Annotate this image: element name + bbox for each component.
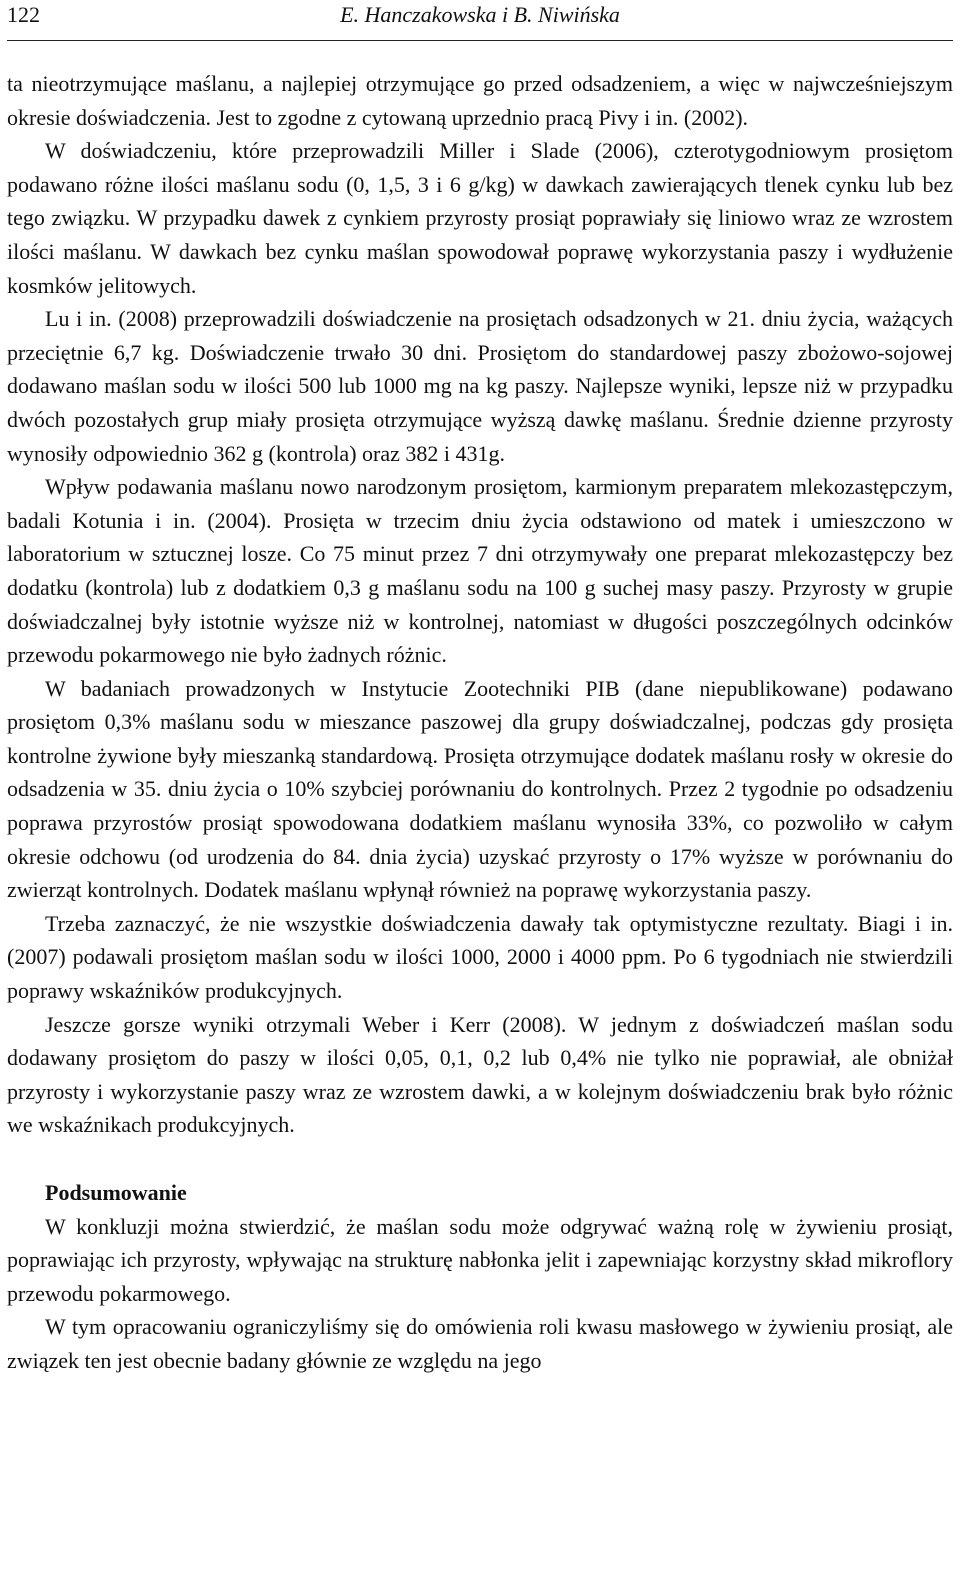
paragraph: Trzeba zaznaczyć, że nie wszystkie doświadczenia dawały tak optymistyczne rezultaty. Biagi i in. (2007) podawali prosiętom maślan sodu w ilości 1000, 2000 i 4000 ppm. Po 6 tygodniach nie stwierdzili poprawy wskaźników produkcyjnych. xyxy=(7,910,953,1004)
paragraph: Lu i in. (2008) przeprowadzili doświadczenie na prosiętach odsadzonych w 21. dniu życia, ważących przeciętnie 6,7 kg. Doświadczenie trwało 30 dni. Prosiętom do standardowej paszy zbożowo-sojowej dodawano maślan sodu w ilości 500 lub 1000 mg na kg paszy. Najlepsze wyniki, lepsze niż w przypadku dwóch pozostałych grup miały prosięta otrzymujące wyższą dawkę maślanu. Średnie dzienne przyrosty wynosiły odpowiednio 362 g (kontrola) oraz 382 i 431g. xyxy=(7,306,953,466)
page-number: 122 xyxy=(7,2,40,27)
paragraph: W doświadczeniu, które przeprowadzili Miller i Slade (2006), czterotygodniowym prosiętom podawano różne ilości maślanu sodu (0, 1,5, 3 i 6 g/kg) w dawkach zawierających tlenek cynku lub bez tego związku. W przypadku dawek z cynkiem przyrosty prosiąt poprawiały się liniowo wraz ze wzrostem ilości maślanu. W dawkach bez cynku maślan spowodował poprawę wykorzystania paszy i wydłużenie kosmków jelitowych. xyxy=(7,138,953,298)
paragraph: Jeszcze gorsze wyniki otrzymali Weber i Kerr (2008). W jednym z doświadczeń maślan sodu dodawany prosiętom do paszy w ilości 0,05, 0,1, 0,2 lub 0,4% nie tylko nie poprawiał, ale obniżał przyrosty i wykorzystanie paszy wraz ze wzrostem dawki, a w kolejnym doświadczeniu brak było różnic we wskaźnikach produkcyjnych. xyxy=(7,1011,953,1138)
summary-section xyxy=(7,1210,953,1378)
body-text xyxy=(7,67,953,1142)
paragraph: W badaniach prowadzonych w Instytucie Zootechniki PIB (dane niepublikowane) podawano prosiętom 0,3% maślanu sodu w mieszance paszowej dla grupy doświadczalnej, podczas gdy prosięta kontrolne żywione były mieszanką standardową. Prosięta otrzymujące dodatek maślanu rosły w okresie do odsadzenia w 35. dniu życia o 10% szybciej porównaniu do kontrolnych. Przez 2 tygodnie po odsadzeniu poprawa przyrostów prosiąt spowodowana dodatkiem maślanu wynosiła 33%, co pozwoliło w całym okresie odchowu (od urodzenia do 84. dnia życia) uzyskać przyrosty o 17% wyższe w porównaniu do zwierząt kontrolnych. Dodatek maślanu wpłynął również na poprawę wykorzystania paszy. xyxy=(7,675,953,903)
paragraph: ta nieotrzymujące maślanu, a najlepiej otrzymujące go przed odsadzeniem, a więc w najwcześniejszym okresie doświadczenia. Jest to zgodne z cytowaną uprzednio pracą Pivy i in. (2002). xyxy=(7,71,953,130)
paragraph: Wpływ podawania maślanu nowo narodzonym prosiętom, karmionym preparatem mlekozastępczym, badali Kotunia i in. (2004). Prosięta w trzecim dniu życia odstawiono od matek i umieszczono w laboratorium w sztucznej losze. Co 75 minut przez 7 dni otrzymywały one preparat mlekozastępczy bez dodatku (kontrola) lub z dodatkiem 0,3 g maślanu sodu na 100 g suchej masy paszy. Przyrosty w grupie doświadczalnej były istotnie wyższe niż w kontrolnej, natomiast w długości poszczególnych odcinków przewodu pokarmowego nie było żadnych różnic. xyxy=(7,474,953,668)
running-head: E. Hanczakowska i B. Niwińska xyxy=(340,2,620,27)
paragraph: W tym opracowaniu ograniczyliśmy się do omówienia roli kwasu masłowego w żywieniu prosiąt, ale związek ten jest obecnie badany głównie ze względu na jego xyxy=(7,1314,953,1373)
section-heading: Podsumowanie xyxy=(45,1180,187,1205)
paragraph: W konkluzji można stwierdzić, że maślan sodu może odgrywać ważną rolę w żywieniu prosiąt, poprawiając ich przyrosty, wpływając na strukturę nabłonka jelit i zapewniając korzystny skład mikroflory przewodu pokarmowego. xyxy=(7,1213,953,1306)
page-header xyxy=(7,0,953,41)
